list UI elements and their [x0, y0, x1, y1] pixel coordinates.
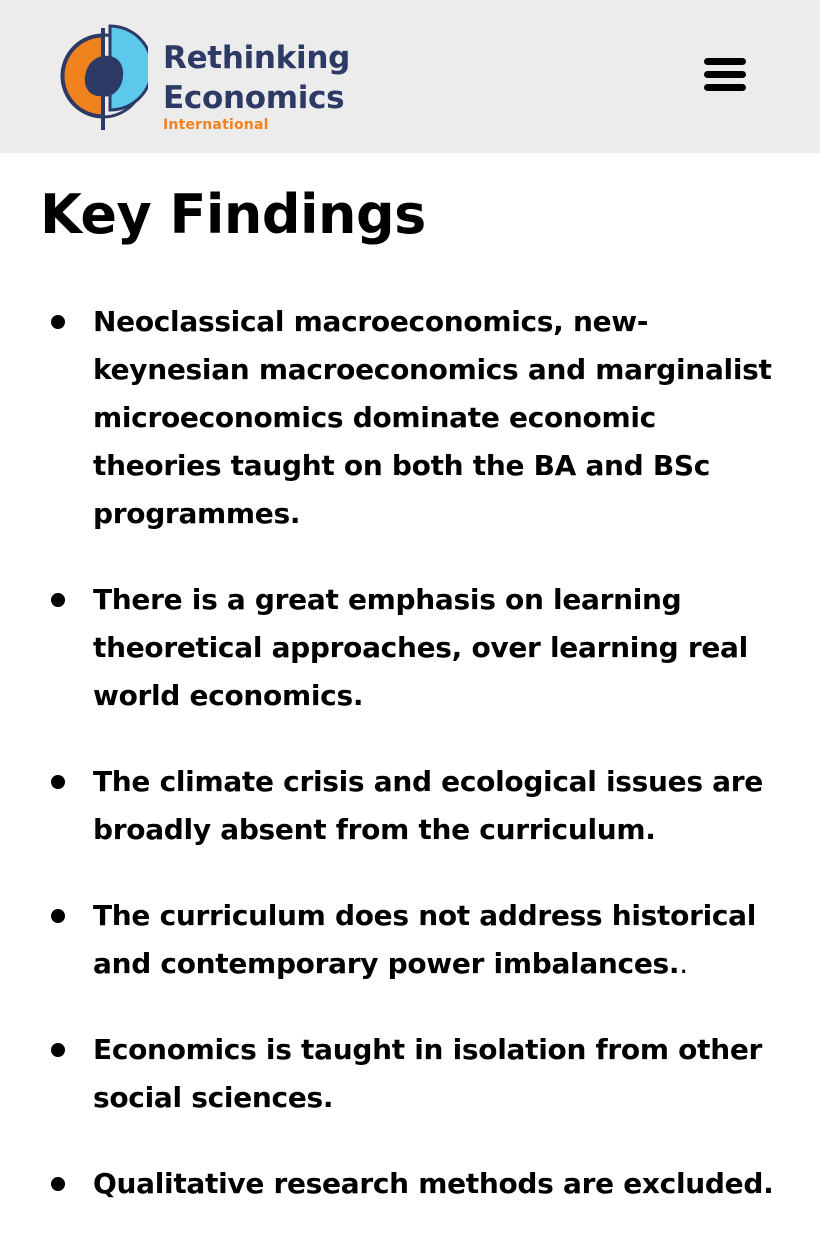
finding-text: Economics is taught in isolation from other social sciences.: [93, 1033, 763, 1114]
finding-text: Neoclassical macroeconomics, new-keynesian macroeconomics and marginalist microeconomics dominate economic theories taught on both the BA and BSc programmes.: [93, 305, 772, 530]
bullet-icon: [51, 593, 65, 607]
list-item: [0, 758, 820, 854]
finding-trailing-dot: .: [679, 947, 688, 980]
finding-text: The climate crisis and ecological issues are broadly absent from the curriculum.: [93, 765, 763, 846]
bullet-icon: [51, 1177, 65, 1191]
bullet-icon: [51, 909, 65, 923]
finding-text: The curriculum does not address historical and contemporary power imbalances.: [93, 899, 757, 980]
hamburger-menu-icon[interactable]: [701, 56, 749, 96]
brand-line-2: Economics: [163, 80, 345, 116]
page-title: Key Findings: [40, 183, 426, 246]
finding-text: There is a great emphasis on learning theoretical approaches, over learning real world economics.: [93, 583, 748, 712]
list-item: [0, 1026, 820, 1122]
brand-line-1: Rethinking: [163, 40, 350, 76]
list-item: [0, 298, 820, 538]
key-findings-list: [0, 298, 820, 1246]
list-item: [0, 576, 820, 720]
bullet-icon: [51, 1043, 65, 1057]
bullet-icon: [51, 315, 65, 329]
logo-mark-icon: [58, 24, 148, 132]
bullet-icon: [51, 775, 65, 789]
site-header: [0, 0, 820, 153]
site-logo[interactable]: [58, 24, 368, 134]
finding-text: Qualitative research methods are excluded.: [93, 1167, 774, 1200]
brand-wordmark: [163, 38, 350, 132]
list-item: [0, 1160, 820, 1208]
brand-subtitle: International: [163, 117, 269, 133]
list-item: [0, 892, 820, 988]
